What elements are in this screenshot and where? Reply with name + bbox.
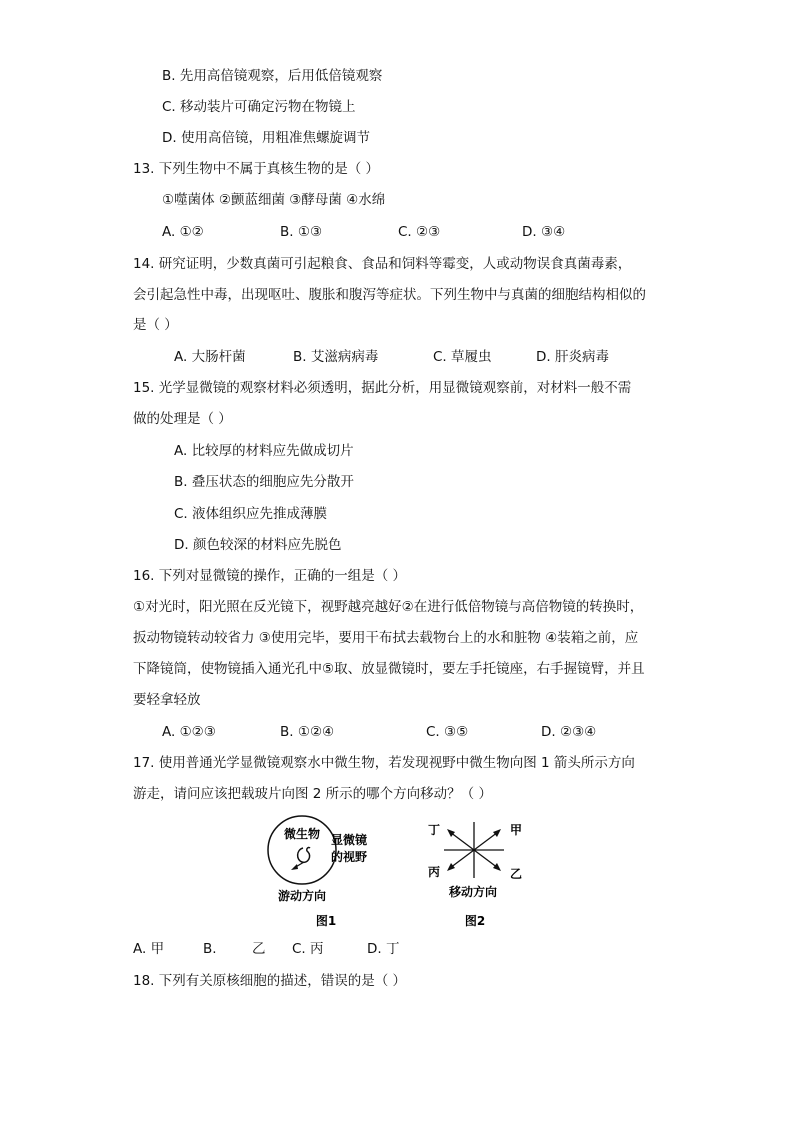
fig1-caption-label: 游动方向: [277, 889, 327, 903]
q13-option-c: C. ②③: [398, 224, 441, 240]
q17-line-1: 17. 使用普通光学显微镜观察水中微生物，若发现视野中微生物向图 1 箭头所示方向: [133, 755, 635, 771]
fig2-caption-label: 移动方向: [448, 885, 498, 899]
q14-line-2: 会引起急性中毒，出现呕吐、腹胀和腹泻等症状。下列生物中与真菌的细胞结构相似的: [133, 287, 646, 303]
q12-option-b: B. 先用高倍镜观察，后用低倍镜观察: [162, 68, 383, 84]
arrow-bing: [450, 850, 474, 868]
swim-arrow-head: [291, 864, 298, 870]
arrow-bing-head: [447, 863, 455, 871]
q16-option-d: D. ②③④: [541, 724, 597, 740]
fig2-title: 图2: [464, 914, 486, 928]
q15-option-d: D. 颜色较深的材料应先脱色: [174, 537, 342, 553]
arrow-yi-head: [493, 863, 501, 871]
figure-1: [268, 816, 368, 928]
q17-option-d: D. 丁: [367, 941, 400, 957]
q16-line-3: 下降镜筒，使物镜插入通光孔中⑤取、放显微镜时，要左手托镜座，右手握镜臂，并且: [133, 661, 645, 677]
fig1-side-label-1: 显微镜: [330, 833, 368, 847]
arrow-jia: [474, 832, 498, 850]
q17-option-b-text: 乙: [252, 941, 266, 957]
q14-line-3: 是（ ）: [133, 317, 178, 333]
q16-option-a: A. ①②③: [162, 724, 216, 740]
q17-line-2: 游走，请问应该把载玻片向图 2 所示的哪个方向移动？（ ）: [133, 786, 492, 802]
fig1-side-label-2: 的视野: [330, 850, 368, 864]
q14-option-b: B. 艾滋病病毒: [293, 349, 379, 365]
arrow-ding: [450, 832, 474, 850]
q16-line-2: 扳动物镜转动较省力 ③使用完毕，要用干布拭去载物台上的水和脏物 ④装箱之前，应: [133, 630, 639, 646]
q14-option-a: A. 大肠杆菌: [174, 349, 246, 365]
q16-line-1: ①对光时，阳光照在反光镜下，视野越亮越好②在进行低倍物镜与高倍物镜的转换时，: [133, 599, 644, 615]
q15-option-b: B. 叠压状态的细胞应先分散开: [174, 474, 354, 490]
q16-option-b: B. ①②④: [280, 724, 335, 740]
q13-stem: 13. 下列生物中不属于真核生物的是（ ）: [133, 161, 380, 177]
arrow-jia-head: [493, 829, 501, 837]
label-jia: 甲: [509, 823, 523, 837]
label-yi: 乙: [509, 867, 523, 881]
label-bing: 丙: [427, 865, 441, 879]
q15-option-a: A. 比较厚的材料应先做成切片: [174, 443, 354, 459]
microbe-shape: [298, 847, 310, 862]
q16-line-4: 要轻拿轻放: [133, 692, 201, 708]
q12-option-d: D. 使用高倍镜，用粗准焦螺旋调节: [162, 130, 370, 146]
figure-2: [428, 822, 522, 928]
q14-line-1: 14. 研究证明，少数真菌可引起粮食、食品和饲料等霉变，人或动物误食真菌毒素，: [133, 256, 632, 272]
arrow-yi: [474, 850, 498, 868]
fig1-title: 图1: [315, 914, 337, 928]
fig1-microbe-label: 微生物: [283, 827, 321, 841]
q14-option-c: C. 草履虫: [433, 349, 492, 365]
q17-option-b-letter: B.: [203, 941, 217, 957]
q17-figure: [262, 812, 542, 932]
q15-line-2: 做的处理是（ ）: [133, 411, 232, 427]
q17-option-c: C. 丙: [292, 941, 324, 957]
q16-option-c: C. ③⑤: [426, 724, 469, 740]
q12-option-c: C. 移动装片可确定污物在物镜上: [162, 99, 356, 115]
q15-option-c: C. 液体组织应先推成薄膜: [174, 506, 328, 522]
q13-option-a: A. ①②: [162, 224, 204, 240]
q14-option-d: D. 肝炎病毒: [536, 349, 609, 365]
q17-option-a: A. 甲: [133, 941, 165, 957]
q13-option-b: B. ①③: [280, 224, 323, 240]
label-ding: 丁: [427, 823, 441, 837]
q13-option-d: D. ③④: [522, 224, 566, 240]
q18-stem: 18. 下列有关原核细胞的描述，错误的是（ ）: [133, 973, 407, 989]
q16-stem: 16. 下列对显微镜的操作，正确的一组是（ ）: [133, 568, 407, 584]
q13-items: ①噬菌体 ②颤蓝细菌 ③酵母菌 ④水绵: [162, 192, 386, 208]
q15-line-1: 15. 光学显微镜的观察材料必须透明，据此分析，用显微镜观察前，对材料一般不需: [133, 380, 632, 396]
arrow-ding-head: [447, 829, 455, 837]
